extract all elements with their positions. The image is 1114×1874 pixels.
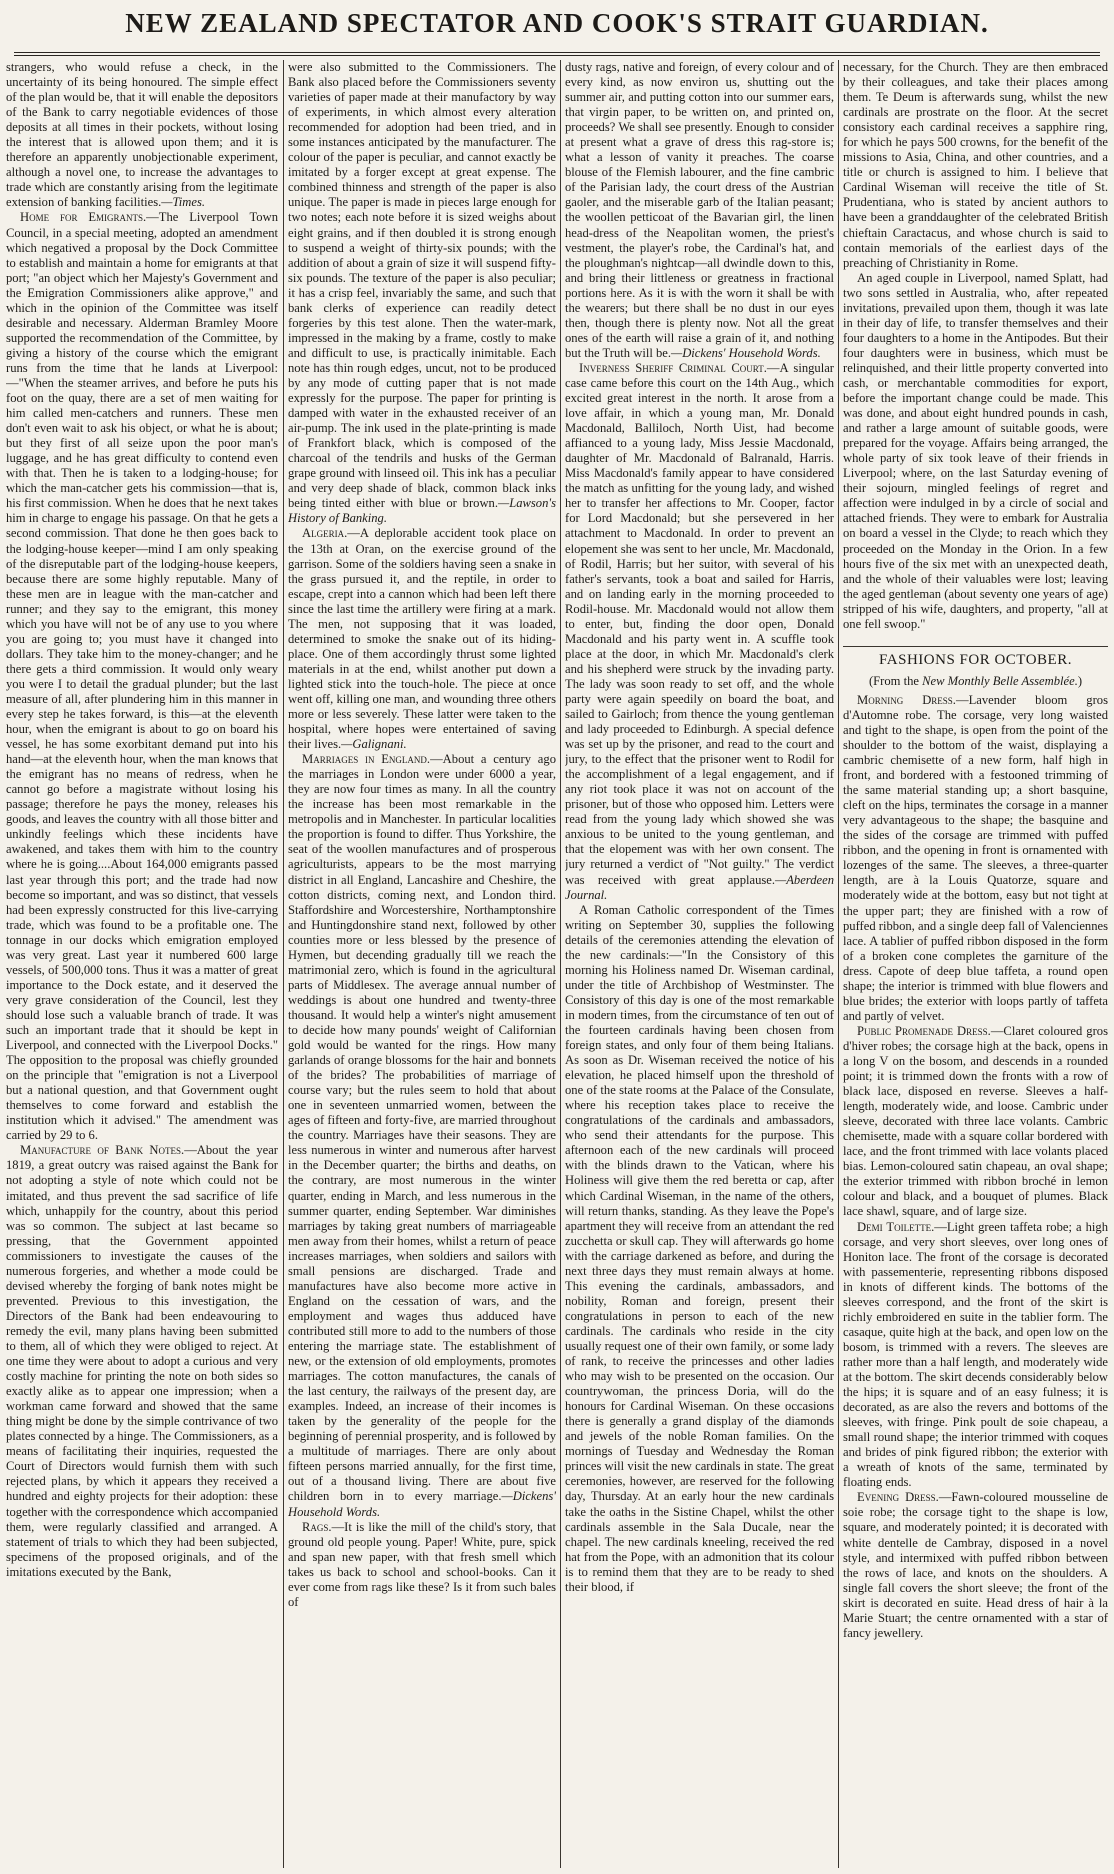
article-heading: Morning Dress. [857, 692, 956, 707]
article-source: —Lawson's History of Banking. [288, 496, 556, 526]
article-text: —Fawn-coloured mousseline de soie robe; the corsage tight to the shape is low, square, and moderately pointed; it is decorated with white dentelle de Cambray, disposed in a novel style, and intermixed with puffed ribbon between the rows of lace, and knots on the shoulders. A single fall covers the short sleeve; the front of the skirt is decorated en suite. Head dress of hair à la Marie Stuart; the centre ornamented with a star of fancy jewellery. [843, 1490, 1108, 1640]
article [843, 693, 1108, 1024]
article-text: necessary, for the Church. They are then embraced by their colleagues, and take their places among them. Te Deum is afterwards sung, whilst the new cardinals are prostrate on the floor. At the secret consistory each cardinal receives a sapphire ring, for which he pays 500 crowns, for the benefit of the missions to Asia, China, and other countries, and a title or church is assigned to him. I believe that Cardinal Wiseman will receive the title of St. Prudentiana, who is stated by ancient authors to have been a granddaughter of the celebrated British chieftain Caractacus, and whose church is said to contain memorials of the earliest days of the preaching of Christianity in Rome. [843, 60, 1108, 270]
article-continuation [288, 60, 556, 526]
section-source [843, 674, 1108, 689]
article-continuation [843, 271, 1108, 632]
article [6, 210, 278, 1143]
article [843, 1024, 1108, 1220]
article-text: —Lavender bloom gros d'Automne robe. The corsage, very long waisted and tight to the shape, is open from the point of the shoulder to the bottom of the waist, displaying a cambric chemisette of a new form, half high in front, and bordered with a festooned trimming of the same material standing up; a short basquine, cleft on the hips, terminates the corsage in a manner very advantageous to the shape; the basquine and the sides of the corsage are trimmed with puffed ribbon, and the opening in front is ornamented with lozenges of the same. The sleeves, a three-quarter length, are à la Louis Quatorze, square and moderately wide at the bottom, easy but not tight at the upper part; they are finished with a row of puffed ribbon, and a single deep fall of Valenciennes lace. A tablier of puffed ribbon disposed in the form of a broken cone completes the garniture of the dress. Capote of deep blue taffeta, a round open shape; the interior is trimmed with blue flowers and blue brides; the exterior with loops partly of taffeta and partly of velvet. [843, 692, 1108, 1023]
article-continuation [565, 60, 834, 361]
article-heading: Public Promenade Dress. [857, 1023, 991, 1038]
article-text: strangers, who would refuse a check, in the uncertainty of its being honoured. The simple effect of the plan would be, that it will enable the depositors of the Bank to carry negotiable evidences of those deposits at all times in their pockets, without losing the interest that is allowed upon them; and it is therefore an apparently unobjectionable experiment, although a novel one, to increase the advantages to trade which are constantly arising from the legitimate extension of banking facilities. [6, 60, 278, 210]
masthead-rule [14, 52, 1100, 53]
article-text: —The Liverpool Town Council, in a special meeting, adopted an amendment which negatived a proposal by the Dock Committee to establish and maintain a home for emigrants at that port; "an object which her Majesty's Government and the Emigration Commissioners alike approve," and which in the opinion of the Committee was itself desirable and necessary. Alderman Bramley Moore supported the recommendation of the Committee, by giving a history of the course which the emigrant runs from the time that he lands at Liverpool:—"When the steamer arrives, and before he puts his foot on the quay, there are a set of men waiting for him called men-catchers and runners. These men don't even wait to ask his object, or what he is about; but they first of all seize upon the poor man's luggage, and he has great difficulty to contend even with that. Then he is taken to a lodging-house; for which the man-catcher gets his commission—that is, his first commission. When he does that he next takes him in charge to engage his passage. On that he gets a second commission. That done he then goes back to the lodging-house keeper—mind I am only speaking of the disreputable part of the lodging-house keepers, because there are some highly reputable. Many of these men are in league with the man-catcher and runner; and they say to the emigrant, this money which you have will not be of any use to you where you are going to; you must have it changed into dollars. They take him to the money-changer; and he there gets a third commission. It would only weary you were I to detail the gradual plunder; but the last measure of all, after plundering him in this manner in every step he takes forward, is this—at the eleventh hour, when the emigrant is about to go on board his vessel, he has some exorbitant demand put into his hand—at the eleventh hour, when the man knows that the emigrant has no means of redress, when he cannot go before a magistrate without losing his passage; therefore he pays the money, releases his goods, and leaves the country with all those bitter and unkindly feelings which these incidents have awakened, and takes them with him to the country where he is going....About 164,000 emigrants passed last year through this port; and the trade had now become so important, and was so distinct, that vessels had been expressly constructed for this live-carrying trade, which was found to be a profitable one. The tonnage in our docks which emigration employed was very great. Last year it numbered 600 large vessels, of 500,000 tons. Thus it was a matter of great importance to the Dock estate, and it deserved the very grave consideration of the Council, lest they should lose such a valuable branch of trade. It was such an important trade that it should be kept in Liverpool, and connected with the Liverpool Docks." The opposition to the proposal was chiefly grounded on the principle that "emigration is not a Liverpool but a national question, and that Government ought themselves to come forward and establish the institution which it advised." The amendment was carried by 29 to 6. [6, 210, 278, 1143]
article-heading: Algeria. [302, 526, 348, 541]
article-text: —It is like the mill of the child's story, that ground old people young. Paper! White, pure, spick and span new paper, with that fresh smell which takes us back to school and school-books. Can it ever come from rags like these? Is it from such bales of [288, 1519, 556, 1609]
article [288, 752, 556, 1519]
article-continuation [843, 60, 1108, 271]
source-suffix: ) [1077, 673, 1083, 688]
article-heading: Rags. [302, 1519, 332, 1534]
article-source: —Dickens' Household Words. [288, 1489, 556, 1519]
article-text: —About a century ago the marriages in London were under 6000 a year, they are now four times as many. In all the country the increase has been most remarkable in the metropolis and in Manchester. In particular localities the proportion is found to differ. Thus Yorkshire, the seat of the woollen manufactures and of prosperous agriculturists, appears to be the most marrying district in all England, Lancashire and Cheshire, the cotton districts, coming next, and London third. Staffordshire and Worcestershire, Northamptonshire and Huntingdonshire stand next, followed by other counties more or less blessed by the presence of Hymen, but decending gradually till we reach the matrimonial zero, which is found in the agricultural parts of Middlesex. The average annual number of weddings is about one hundred and twenty-three thousand. It would help a winter's night amusement to decide how many pounds' weight of Californian gold would be wanted for the rings. How many garlands of orange blossoms for the hair and bonnets of the brides? The probabilities of marriage of course vary; but the rules seem to hold that about one in seventeen unmarried women, between the ages of fifteen and forty-five, are married throughout the country. Marriages have their seasons. They are less numerous in winter and numerous after harvest in the December quarter; the births and deaths, on the contrary, are most numerous in the winter quarter, ending in March, and less numerous in the summer quarter, ending September. War diminishes marriages by taking great numbers of marriageable men away from their homes, whilst a return of peace increases marriages, when soldiers and sailors with small pensions are discharged. Trade and manufactures have also become more active in England on the cessation of wars, and the employment and wages thus adduced have contributed still more to add to the numbers of those entering the marriage state. The establishment of new, or the extension of old employments, promotes marriages. The cotton manufactures, the canals of the last century, the railways of the present day, are examples. Indeed, an increase of their incomes is taken by the generality of the people for the beginning of perennial prosperity, and is followed by a multitude of marriages. There are only about fifteen persons married annually, for the first time, out of a thousand living. There are about five children born in to every marriage. [288, 752, 556, 1504]
article [288, 526, 556, 752]
article-text: An aged couple in Liverpool, named Splatt, had two sons settled in Australia, who, after repeated invitations, prevailed upon them, though it was late in their day of life, to transfer themselves and their four daughters to a home in the Antipodes. But their four daughters were in business, which must be relinquished, and their little property converted into cash, or merchantable commodities for export, before the important change could be made. This was done, and about eight hundred pounds in cash, and rather a large amount of suitable goods, were prepared for the voyage. Affairs being arranged, the whole party of six took leave of their friends in Liverpool; where, on the last Saturday evening of their sojourn, mingled feelings of regret and affection were indulged in by a circle of social and attached friends. They were to embark for Australia on board a vessel in the Clyde; to reach which they proceeded on the Monday in the Orion. In a few hours five of the six met with an unexpected death, and the whole of their valuables were lost; leaving the aged gentleman (about seventy one years of age) stripped of his wife, daughters, and property, "all at one fell swoop." [843, 270, 1108, 631]
article-source: —Dickens' Household Words. [671, 345, 821, 360]
article-text: A Roman Catholic correspondent of the Times writing on September 30, supplies the following details of the ceremonies attending the elevation of the new cardinals:—"In the Consistory of this morning his Holiness named Dr. Wiseman cardinal, under the title of Archbishop of Westminster. The Consistory of this day is one of the most remarkable in modern times, from the circumstance of ten out of the fourteen cardinals having been chosen from foreign states, and only four of them being Italians. As soon as Dr. Wiseman received the notice of his elevation, he placed himself upon the threshold of one of the state rooms at the Palace of the Consulate, where his reception takes place to receive the congratulations of the cardinals and ambassadors, who send their attendants for the purpose. This afternoon each of the new cardinals will proceed with the blinds drawn to the Vatican, where his Holiness will give them the red beretta or cap, after which Cardinal Wiseman, in the name of the others, will return thanks, standing. As they leave the Pope's apartment they will receive from an attendant the red zucchetta or skull cap. They will afterwards go home with the carriage darkened as before, and during the next three days they must remain always at home. This evening the cardinals, ambassadors, and nobility, Roman and foreign, present their congratulations in person to each of the new cardinals. The cardinals who reside in the city usually request one of their own family, or some lady of rank, to receive the princesses and other ladies who may wish to be presented on the occasion. Our countrywoman, the princess Doria, will do the honours for Cardinal Wiseman. On these occasions there is generally a grand display of the diamonds and jewels of the noble Roman families. On the mornings of Tuesday and Wednesday the Roman princes will visit the new cardinals in state. The great ceremonies, however, are reserved for the following day, Thursday. At an early hour the new cardinals take the oaths in the Sistine Chapel, whilst the other cardinals assemble in the Sala Ducale, near the chapel. The new cardinals kneeling, received the red hat from the Pope, with an admonition that its colour is to remind them that they are to be ready to shed their blood, if [565, 902, 834, 1594]
article-heading: Marriages in England. [302, 752, 431, 767]
article-text: dusty rags, native and foreign, of every colour and of every kind, as now environ us, shutting out the summer air, and putting cotton into our summer ears, that virgin paper, to be written on, and printed on, proceeds? We shall see presently. Enough to consider at present what a grave of dress this rag-store is; what a lesson of vanity it preaches. The coarse blouse of the Flemish labourer, and the fine cambric of the Parisian lady, the court dress of the Austrian gaoler, and the miserable garb of the Italian peasant; the woollen petticoat of the Bavarian girl, the linen head-dress of the Neapolitan women, the priest's vestment, the player's robe, the Cardinal's hat, and the ploughman's nightcap—all dwindle down to this, and bring their littleness or greatness in fractional portions here. As it is with the worn it shall be with the wearers; but there shall be no dust in our eyes then, though there is plenty now. Not all the great ones of the earth will raise a grain of it, and nothing but the Truth will be. [565, 60, 834, 360]
column-2 [288, 60, 556, 1868]
source-prefix: (From the [868, 673, 923, 688]
article-text: —Claret coloured gros d'hiver robes; the corsage high at the back, opens in a long V on the bosom, and descends in a rounded point; it is trimmed down the fronts with a row of black lace, disposed en reverse. Sleeves a half-length, moderately wide, and loose. Cambric under sleeve, decorated with three lace volants. Cambric chemisette, made with a square collar bordered with lace, and the front trimmed with lace volants placed bias. Lemon-coloured satin chapeau, an oval shape; the exterior trimmed with ribbon broché in lemon colour and black, and a bouquet of plumes. Black lace shawl, square, and of large size. [843, 1023, 1108, 1219]
article-heading: Evening Dress. [857, 1490, 939, 1505]
article-text: were also submitted to the Commissioners. The Bank also placed before the Commissioners seventy varieties of paper made at their manufactory by way of experiments, in which almost every alteration recommended for adoption had been tried, and in some instances anticipated by the manufacturer. The colour of the paper is peculiar, and cannot exactly be imitated by a forger except at great expense. The combined thinness and strength of the paper is also unique. The paper is made in pieces large enough for two notes; each note before it is sized weighs about eight grains, and if then doubled it is strong enough to suspend a weight of thirty-six pounds; with the addition of about a grain of size it will suspend fifty-six pounds. The texture of the paper is also peculiar; it has a crisp feel, invariably the same, and such that bank clerks of experience can readily detect forgeries by this test alone. Then the water-mark, impressed in the making by a frame, costly to make and difficult to use, is practically inimitable. Each note has thin rough edges, uncut, not to be produced by any mode of cutting paper that is not made expressly for the purpose. The paper for printing is damped with water in the exhausted receiver of an air-pump. The ink used in the plate-printing is made of Frankfort black, which is composed of the charcoal of the tendrils and husks of the German grape ground with linseed oil. This ink has a peculiar and very deep shade of black, common black inks being tinted either with blue or brown. [288, 60, 556, 511]
column-3 [565, 60, 834, 1868]
column-divider [283, 60, 284, 1868]
column-4 [843, 60, 1108, 1868]
article-text: —A singular case came before this court on the 14th Aug., which excited great interest in the north. It arose from a love affair, in which a young man, Mr. Donald Macdonald, Balliloch, North Uist, had become affianced to a young lady, Miss Jessie Macdonald, daughter of Mr. Macdonald of Balranald, Harris. Miss Macdonald's family appear to have considered the match as unfitting for the young lady, and wished her to transfer her affections to Mr. Cooper, factor for Lord Macdonald; but she persevered in her attachment to Macdonald. In order to prevent an elopement she was sent to her uncle, Mr. Macdonald, of Rodil, Harris; but her suitor, with several of his father's servants, took a boat and sailed for Harris, and on landing early in the morning proceeded to Rodil-house. Mr. Macdonald would not allow them to enter, but, finding the door open, Donald Macdonald and his party went in. A scuffle took place at the door, in which Mr. Macdonald's clerk and his shepherd were struck by the invading party. The lady was soon ready to set off, and the whole party were again speedily on board the boat, and sailed to Gairloch; from thence the young gentleman and lady proceeded to Edinburgh. A special defence was set up by the prisoner, and read to the court and jury, to the effect that the prisoner went to Rodil for the accomplishment of a legal engagement, and if any riot took place it was not on account of the prisoner, but of those who opposed him. Letters were read from the young lady which showed she was anxious to be united to the young gentleman, and that the elopement was with her own consent. The jury returned a verdict of "Not guilty." The verdict was received with great applause. [565, 360, 834, 887]
column-divider [560, 60, 561, 1868]
article-text: —About the year 1819, a great outcry was raised against the Bank for not adopting a style of note which could not be imitated, and thus prevent the sad sacrifice of life which, unhappily for the country, about this period was so common. The subject at last became so pressing, that the Government appointed commissioners to investigate the causes of the numerous forgeries, and whether a mode could be devised whereby the forging of bank notes might be prevented. Previous to this investigation, the Directors of the Bank had been endeavouring to remedy the evil, many plans having been submitted to them, all of which they were obliged to reject. At one time they were about to adopt a curious and very costly machine for printing the note on both sides so exactly alike as to appear one impression; when a workman came forward and showed that the same thing might be done by the simple contrivance of two plates connected by a hinge. The Commissioners, as a means of facilitating their inquiries, requested the Court of Directors would furnish them with such rejected plans, by which it appears they received a hundred and eighty projects for their adoption: these together with the correspondence which accompanied them, were regularly classified and arranged. A statement of trials to which they had been subjected, specimens of the proposed originals, and of the imitations executed by the Bank, [6, 1143, 278, 1579]
masthead-rule-thin [14, 55, 1100, 56]
article-heading: Inverness Sheriff Criminal Court. [579, 360, 767, 375]
article-source: —Aberdeen Journal. [565, 872, 834, 902]
section-title: FASHIONS FOR OCTOBER. [843, 646, 1108, 668]
masthead: NEW ZEALAND SPECTATOR AND COOK'S STRAIT GUARDIAN. [125, 8, 989, 38]
article-heading: Manufacture of Bank Notes. [20, 1143, 185, 1158]
article-heading: Demi Toilette. [857, 1219, 935, 1234]
article-source: —Galignani. [341, 737, 407, 752]
article [565, 361, 834, 903]
article-continuation [6, 60, 278, 210]
article [288, 1520, 556, 1610]
article-text: —Light green taffeta robe; a high corsage, and very short sleeves, over long ones of Honiton lace. The front of the corsage is decorated with passementerie, representing ribbons disposed in knots of different kinds. The bottoms of the sleeves correspond, and the front of the skirt is richly embroidered en suite in the tablier form. The casaque, quite high at the back, and open low on the bosom, is trimmed with a revers. The sleeves are rather more than a half length, and moderately wide at the bottom. The skirt decends considerably below the hips; it is square and of an easy fulness; it is decorated, as are also the revers and bottoms of the sleeves, with fringe. Pink poult de soie chapeau, a small round shape; the interior trimmed with coques and brides of pink figured ribbon; the exterior with a wreath of knots of the same, terminated by floating ends. [843, 1219, 1108, 1490]
article-text: —A deplorable accident took place on the 13th at Oran, on the exercise ground of the garrison. Some of the soldiers having seen a snake in the grass pursued it, and the reptile, in order to escape, crept into a cannon which had been left there since the last time the artillery were firing at a mark. The men, not supposing that it was loaded, determined to smoke the snake out of its hiding-place. One of them accordingly thrust some lighted materials in at the end, whilst another put down a lighted stick into the touch-hole. The piece at once went off, killing one man, and wounding three others more or less severely. These latter were taken to the hospital, where hopes were entertained of saving their lives. [288, 526, 556, 752]
column-1 [6, 60, 278, 1868]
source-title: New Monthly Belle Assemblée. [922, 673, 1078, 688]
article [6, 1143, 278, 1579]
column-divider [838, 60, 839, 1868]
article [843, 1220, 1108, 1491]
article [843, 1490, 1108, 1640]
article-heading: Home for Emigrants. [20, 210, 147, 225]
article-continuation [565, 903, 834, 1595]
article-source: —Times. [161, 195, 206, 210]
